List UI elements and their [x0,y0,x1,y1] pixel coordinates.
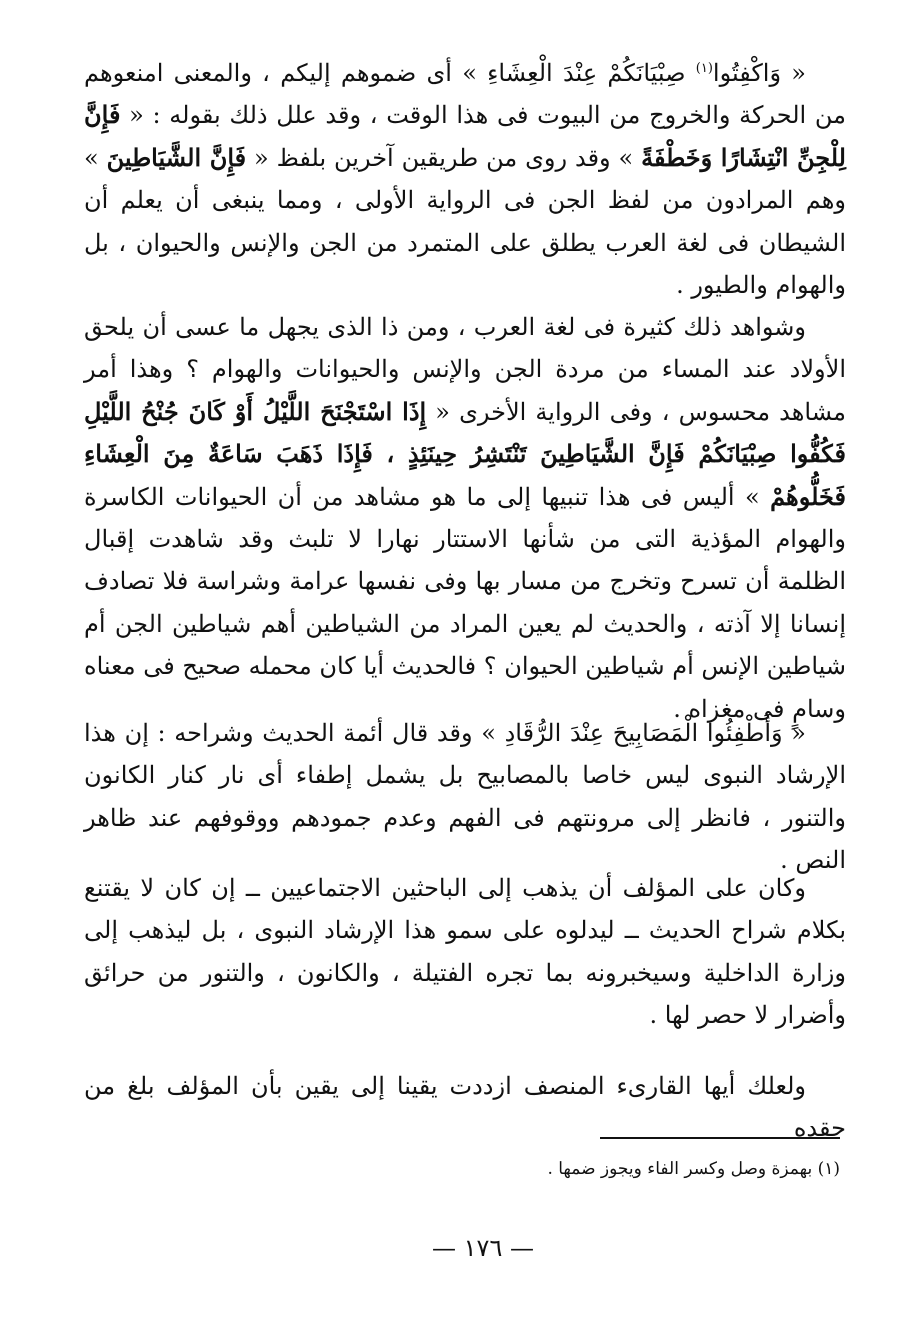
paragraph-1 [84,48,846,306]
paragraph-1-seg-1: « وَاكْفِتُوا [712,59,806,87]
hadith-quote-shayatin: فَإِنَّ الشَّيَاطِينَ [106,142,247,172]
paragraph-4-text: وكان على المؤلف أن يذهب إلى الباحثين الاجتماعيين ــ إن كان لا يقتنع بكلام شراح الحديث ــ ليدلوه على سمو هذا الإرشاد النبوى ، بل ليذهب إلى وزارة الداخلية وسيخبرونه بما تجره الفتيلة ، والكانون ، والتنور من حرائق وأضرار لا حصر لها . [84,874,846,1030]
paragraph-1-seg-5: » وقد روى من طريقين آخرين بلفظ « [246,143,642,172]
paragraph-1-seg-7: » وهم المرادون من لفظ الجن فى الرواية الأولى ، ومما ينبغى أن يعلم أن الشيطان فى لغة العرب يطلق على المتمرد من الجن والإنس والحيوان ، بل والهوام والطيور . [84,143,846,300]
paragraph-3 [84,712,846,882]
paragraph-2-seg-3: » أليس فى هذا تنبيها إلى ما هو مشاهد من أن الحيوانات الكاسرة والهوام المؤذية التى من شأنها الاستتار نهارا لا تلبث وقد شاهدت إقبال الظلمة أن تسرح وتخرج من مسار بها وفى نفسها عرامة وشراسة فلا تصادف إنسانا إلا آذته ، والحديث لم يعين المراد من الشياطين أهم شياطين الجن أم شياطين الإنس أم شياطين الحيوان ؟ فالحديث أيا كان محمله صحيح فى معناه وسامٍ فى مغزاه . [84,482,847,723]
paragraph-3-text: « وَأَطْفِئُوا الْمَصَابِيحَ عِنْدَ الرُّقَادِ » وقد قال أئمة الحديث وشراحه : إن هذا الإرشاد النبوى ليس خاصا بالمصابيح بل يشمل إطفاء أى نار كنار الكانون والتنور ، فانظر إلى مرونتهم فى الفهم وعدم جمودهم ووقوفهم عند ظاهر النص . [84,719,846,875]
footnote-marker: (١) [695,61,713,76]
footnote-separator [600,1137,840,1139]
paragraph-1-seg-3: صِبْيَانَكُمْ عِنْدَ الْعِشَاءِ » أى ضموهم إليكم ، والمعنى امنعوهم من الحركة والخروج من البيوت فى هذا الوقت ، وقد علل ذلك بقوله : « [84,59,846,130]
paragraph-4 [84,867,846,1037]
hadith-quote-jinn: فَإِنَّ لِلْجِنِّ انْتِشَارًا وَخَطْفَةً [84,100,846,172]
footnote: (١) بهمزة وصل وكسر الفاء ويجوز ضمها . [547,1159,840,1179]
hadith-quote-night: إِذَا اسْتَجْنَحَ اللَّيْلُ أَوْ كَانَ جُنْحُ اللَّيْلِ فَكُفُّوا صِبْيَانَكُمْ فَإِنَّ الشَّيَاطِينَ تَنْتَشِرُ حِينَئِذٍ ، فَإِذَا ذَهَبَ سَاعَةٌ مِنَ الْعِشَاءِ فَخَلُّوهُمْ [84,396,847,511]
paragraph-2 [84,306,846,730]
paragraph-2-seg-1: وشواهد ذلك كثيرة فى لغة العرب ، ومن ذا الذى يجهل ما عسى أن يلحق الأولاد عند المساء من مردة الجن والإنس والحيوانات والهوام ؟ وهذا أمر مشاهد محسوس ، وفى الرواية الأخرى « [84,313,846,426]
paragraph-5-text: ولعلك أيها القارىء المنصف ازددت يقينا إلى يقين بأن المؤلف بلغ من حقده [84,1072,846,1143]
page-number: — ١٧٦ — [432,1234,534,1262]
